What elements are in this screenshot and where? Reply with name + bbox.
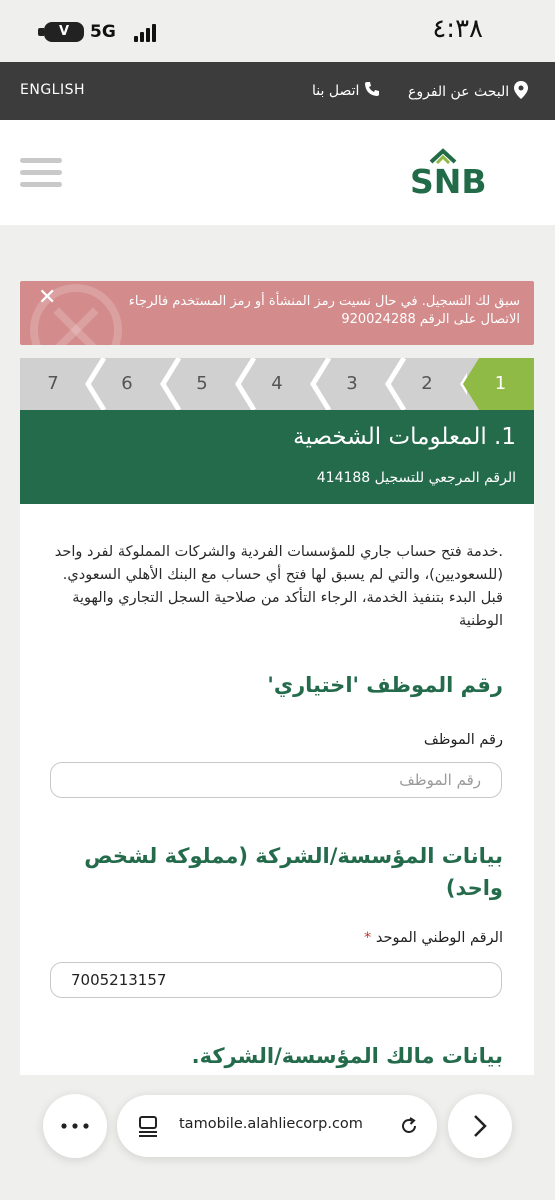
carrier-badge: V	[44, 22, 84, 42]
address-bar[interactable]	[117, 1095, 437, 1157]
step-4: 4	[271, 373, 283, 394]
step-5: 5	[196, 373, 208, 394]
language-link[interactable]: ENGLISH	[20, 82, 86, 98]
contact-link[interactable]	[312, 81, 380, 101]
company-heading: بيانات المؤسسة/الشركة (مملوكة لشخص واحد)	[84, 844, 503, 900]
error-alert	[20, 281, 534, 345]
required-mark: *	[364, 930, 372, 946]
section-header	[20, 410, 534, 504]
step-separators	[20, 358, 534, 410]
step-1-active: 1	[467, 358, 534, 410]
branches-label: البحث عن الفروع	[408, 84, 510, 100]
more-dots-icon	[61, 1123, 89, 1129]
clock: ٤:٣٨	[432, 14, 483, 44]
owner-heading: بيانات مالك المؤسسة/الشركة.	[191, 1044, 503, 1068]
registration-reference: الرقم المرجعي للتسجيل 414188	[316, 470, 516, 486]
close-icon[interactable]: ✕	[38, 285, 57, 310]
signal-icon	[134, 24, 158, 42]
employee-heading: رقم الموظف 'اختياري'	[267, 673, 503, 697]
location-pin-icon	[514, 81, 528, 103]
forward-button[interactable]	[448, 1094, 512, 1158]
menu-icon[interactable]	[20, 158, 62, 188]
step-2: 2	[421, 373, 433, 394]
progress-stepper	[20, 358, 534, 410]
step-6: 6	[121, 373, 133, 394]
unified-number-label-text: الرقم الوطني الموحد	[375, 930, 503, 946]
more-button[interactable]	[43, 1094, 107, 1158]
chevron-right-icon	[472, 1114, 488, 1138]
snb-logo[interactable]	[410, 148, 510, 201]
network-type: 5G	[90, 22, 116, 42]
reload-icon[interactable]	[399, 1116, 419, 1136]
step-3: 3	[346, 373, 358, 394]
unified-number-input[interactable]	[50, 962, 502, 998]
url-text: tamobile.alahliecorp.com	[179, 1116, 363, 1132]
branches-link[interactable]	[408, 81, 528, 103]
alert-message: سبق لك التسجيل. في حال نسيت رمز المنشأة أو رمز المستخدم فالرجاء الاتصال على الرقم 920024288	[128, 294, 520, 327]
step-7: 7	[47, 373, 59, 394]
page-tabs-icon	[137, 1115, 159, 1137]
logo-text: SNB	[410, 162, 487, 201]
employee-label: رقم الموظف	[423, 732, 503, 748]
phone-icon	[364, 81, 380, 101]
browser-toolbar	[0, 1075, 555, 1200]
employee-number-input[interactable]	[50, 762, 502, 798]
section-title: 1. المعلومات الشخصية	[293, 424, 516, 450]
top-nav	[0, 62, 555, 120]
service-intro: .خدمة فتح حساب جاري للمؤسسات الفردية والشركات المملوكة لفرد واحد (للسعوديين)، والتي لم يسبق لها فتح أي حساب مع البنك الأهلي السعودي. قبل البدء بتنفيذ الخدمة، الرجاء التأكد من صلاحية السجل التجاري والهوية الوطنية	[54, 544, 503, 629]
contact-label: اتصل بنا	[312, 83, 360, 99]
unified-number-label	[364, 930, 503, 946]
status-bar	[0, 0, 555, 62]
